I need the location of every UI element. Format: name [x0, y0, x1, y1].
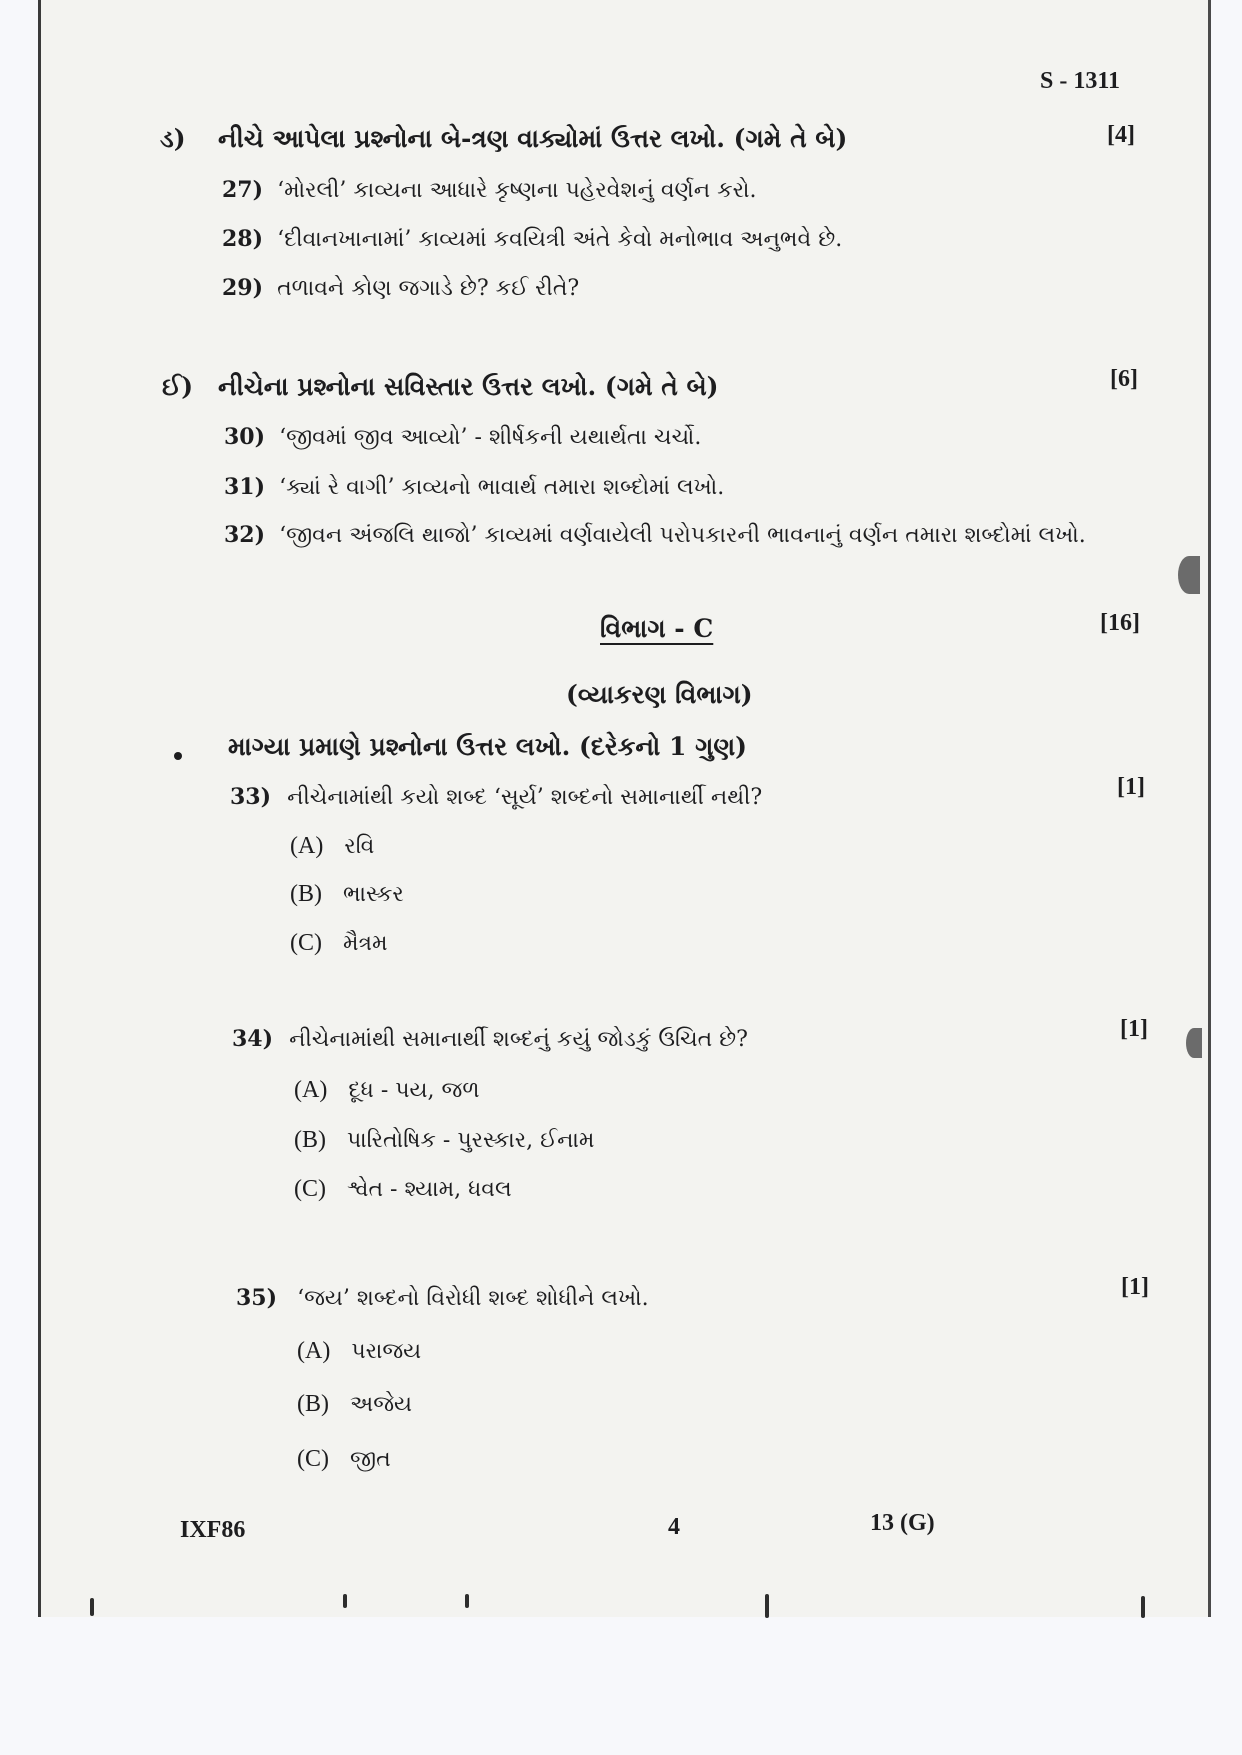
question-31 [224, 474, 724, 500]
question-text: નીચેનામાંથી કયો શબ્દ ‘સૂર્ય’ શબ્દનો સમાનાર્થી નથી? [287, 785, 763, 810]
option-text: મૈત્રમ [343, 931, 388, 956]
question-number: 35) [236, 1285, 278, 1311]
question-text: નીચેનામાંથી સમાનાર્થી શબ્દનું કયું જોડકું ઉચિત છે? [289, 1027, 748, 1052]
question-35-marks: [1] [1121, 1274, 1149, 1300]
option-label: (A) [297, 1338, 331, 1364]
bullet-icon [174, 752, 182, 760]
question-number: 32) [224, 522, 266, 548]
question-28 [222, 226, 842, 252]
scan-mark [765, 1594, 769, 1618]
question-32 [224, 522, 1086, 548]
section-d-marks: [4] [1107, 122, 1135, 148]
section-e-label: ઈ) [162, 372, 194, 401]
option-label: (A) [290, 833, 324, 859]
paper-code: S - 1311 [1040, 68, 1121, 94]
section-c-title: વિભાગ - C [600, 614, 714, 643]
section-e-heading: નીચેના પ્રશ્નોના સવિસ્તાર ઉત્તર લખો. (ગમે તે બે) [218, 372, 719, 401]
scan-mark [343, 1594, 347, 1608]
question-number: 33) [230, 784, 272, 810]
question-29 [222, 275, 579, 301]
footer-series: 13 (G) [870, 1510, 935, 1536]
option-b [294, 1127, 594, 1154]
scan-mark [465, 1594, 469, 1608]
option-text: શ્વેત - શ્યામ, ધવલ [347, 1177, 512, 1202]
question-33 [230, 784, 762, 810]
option-text: પારિતોષિક - પુરસ્કાર, ઈનામ [347, 1128, 595, 1153]
question-27 [222, 177, 757, 203]
question-33-marks: [1] [1117, 774, 1145, 800]
question-number: 28) [222, 226, 264, 252]
option-label: (B) [294, 1127, 326, 1153]
option-text: ભાસ્કર [343, 882, 404, 907]
option-label: (C) [297, 1446, 329, 1472]
scan-mark [1141, 1596, 1145, 1618]
option-label: (B) [297, 1391, 329, 1417]
option-text: રવિ [344, 834, 375, 859]
question-text: ‘જય’ શબ્દનો વિરોધી શબ્દ શોધીને લખો. [297, 1286, 649, 1311]
section-c-instruction: માગ્યા પ્રમાણે પ્રશ્નોના ઉત્તર લખો. (દરેકનો 1 ગુણ) [228, 732, 747, 761]
option-a [294, 1077, 480, 1104]
footer-code: IXF86 [180, 1517, 246, 1543]
option-c [290, 930, 388, 957]
question-text: ‘ક્યાં રે વાગી’ કાવ્યનો ભાવાર્થ તમારા શબ્દોમાં લખો. [279, 475, 725, 500]
option-text: દૂધ - પય, જળ [348, 1078, 480, 1103]
option-c [294, 1176, 512, 1203]
punch-hole-mark [1186, 1028, 1202, 1058]
option-label: (C) [294, 1176, 326, 1202]
option-a [290, 833, 374, 860]
option-c [297, 1446, 391, 1473]
option-label: (A) [294, 1077, 328, 1103]
question-number: 30) [224, 424, 266, 450]
section-d-heading: નીચે આપેલા પ્રશ્નોના બે-ત્રણ વાક્યોમાં ઉત્તર લખો. (ગમે તે બે) [218, 124, 848, 153]
question-text: ‘મોરલી’ કાવ્યના આધારે કૃષ્ણના પહેરવેશનું વર્ણન કરો. [277, 178, 757, 203]
option-text: પરાજય [351, 1339, 422, 1364]
scan-mark [90, 1598, 94, 1616]
section-c-subtitle: (વ્યાકરણ વિભાગ) [566, 680, 753, 709]
question-number: 29) [222, 275, 264, 301]
option-b [297, 1391, 412, 1418]
question-35 [236, 1285, 649, 1311]
section-c-marks: [16] [1100, 610, 1140, 636]
option-text: અજેય [350, 1392, 413, 1417]
question-text: ‘દીવાનખાનામાં’ કાવ્યમાં કવયિત્રી અંતે કેવો મનોભાવ અનુભવે છે. [277, 227, 843, 252]
option-text: જીત [350, 1447, 391, 1472]
option-b [290, 881, 404, 908]
option-a [297, 1338, 421, 1365]
page-number: 4 [668, 1514, 680, 1540]
punch-hole-mark [1178, 556, 1200, 594]
question-text: તળાવને કોણ જગાડે છે? કઈ રીતે? [277, 276, 580, 301]
question-30 [224, 424, 701, 450]
question-number: 27) [222, 177, 264, 203]
option-label: (B) [290, 881, 322, 907]
option-label: (C) [290, 930, 322, 956]
section-d-label: ડ) [160, 124, 186, 153]
section-e-marks: [6] [1110, 366, 1138, 392]
question-number: 34) [232, 1026, 274, 1052]
question-text: ‘જીવમાં જીવ આવ્યો’ - શીર્ષકની યથાર્થતા ચર્ચો. [279, 425, 702, 450]
question-34-marks: [1] [1120, 1016, 1148, 1042]
question-text: ‘જીવન અંજલિ થાજો’ કાવ્યમાં વર્ણવાયેલી પરોપકારની ભાવનાનું વર્ણન તમારા શબ્દોમાં લખો. [279, 523, 1086, 548]
question-34 [232, 1026, 748, 1052]
question-number: 31) [224, 474, 266, 500]
